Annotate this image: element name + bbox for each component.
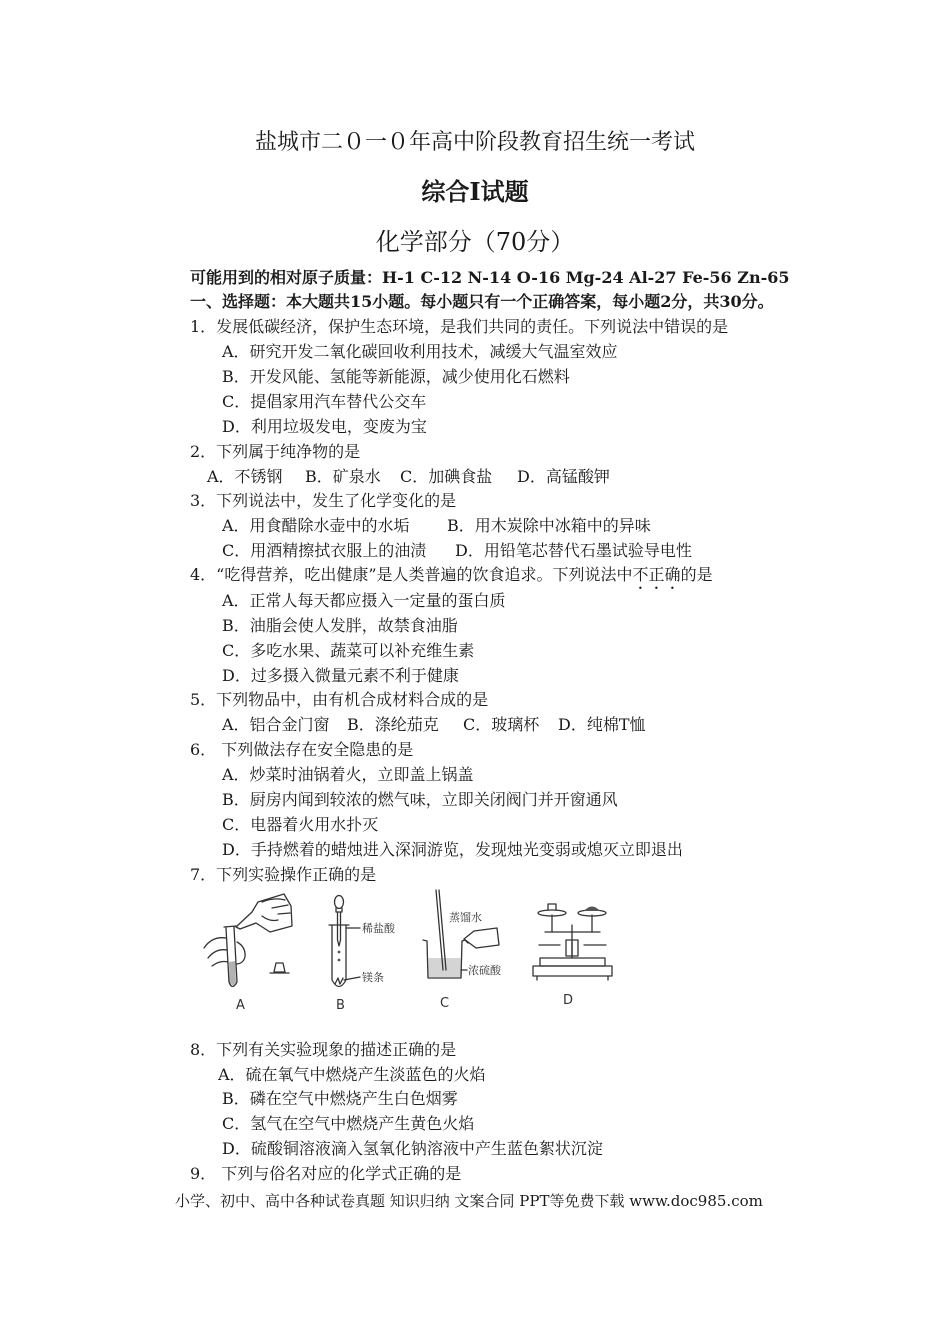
question-1-option-c: C．提倡家用汽车替代公交车 bbox=[222, 392, 427, 411]
figure-letter-b: B bbox=[336, 998, 345, 1013]
question-6-option-a: A．炒菜时油锅着火，立即盖上锅盖 bbox=[222, 765, 474, 784]
atomic-masses: 可能用到的相对原子质量：H-1 C-12 N-14 O-16 Mg-24 Al-27 Fe-56 Zn-65 bbox=[190, 268, 790, 287]
exam-subtitle: 综合Ⅰ试题 bbox=[421, 177, 529, 206]
question-6-stem: 6． 下列做法存在安全隐患的是 bbox=[190, 740, 414, 759]
question-4-option-a: A．正常人每天都应摄入一定量的蛋白质 bbox=[222, 591, 506, 610]
question-5-option-c: C．玻璃杯 bbox=[463, 715, 540, 734]
question-2-option-a: A．不锈钢 bbox=[207, 467, 283, 486]
question-1-option-a: A．研究开发二氧化碳回收利用技术，减缓大气温室效应 bbox=[222, 342, 618, 361]
exam-title: 盐城市二０一０年高中阶段教育招生统一考试 bbox=[254, 130, 695, 155]
question-3-option-b: B．用木炭除中冰箱中的异味 bbox=[447, 516, 651, 535]
question-4-option-d: D．过多摄入微量元素不利于健康 bbox=[222, 666, 459, 685]
question-4-stem-before: 4．“吃得营养，吃出健康”是人类普遍的饮食追求。下列说法中 bbox=[190, 565, 633, 584]
question-4-stem-emphasis: 不正确 bbox=[632, 565, 681, 584]
figure-d-balance bbox=[533, 904, 612, 980]
question-5-option-b: B．涤纶茄克 bbox=[347, 715, 439, 734]
figure-letter-a: A bbox=[236, 998, 245, 1013]
label-dilute-hydrochloric-acid: 稀盐酸 bbox=[362, 922, 395, 935]
question-1-option-b: B．开发风能、氢能等新能源，减少使用化石燃料 bbox=[222, 367, 570, 386]
question-4-option-b: B．油脂会使人发胖，故禁食油脂 bbox=[222, 616, 458, 635]
question-8-option-d: D．硫酸铜溶液滴入氢氧化钠溶液中产生蓝色絮状沉淀 bbox=[222, 1139, 603, 1158]
question-2-stem: 2．下列属于纯净物的是 bbox=[190, 442, 361, 461]
question-2-option-c: C．加碘食盐 bbox=[400, 467, 493, 486]
section-title: 化学部分（70分） bbox=[375, 228, 575, 256]
part-one-heading: 一、选择题：本大题共15小题。每小题只有一个正确答案，每小题2分，共30分。 bbox=[190, 292, 774, 311]
figure-letter-d: D bbox=[563, 993, 574, 1008]
question-6-option-c: C．电器着火用水扑灭 bbox=[222, 815, 379, 834]
question-6-option-b: B．厨房内闻到较浓的燃气味，立即关闭阀门并开窗通风 bbox=[222, 790, 618, 809]
question-4-stem-after: 的是 bbox=[680, 565, 713, 584]
question-3-option-a: A．用食醋除水壶中的水垢 bbox=[222, 516, 410, 535]
page-footer: 小学、初中、高中各种试卷真题 知识归纳 文案合同 PPT等免费下载 www.doc985.com bbox=[175, 1192, 763, 1210]
label-magnesium-ribbon: 镁条 bbox=[362, 971, 384, 984]
question-8-stem: 8．下列有关实验现象的描述正确的是 bbox=[190, 1040, 457, 1059]
question-7-stem: 7．下列实验操作正确的是 bbox=[190, 865, 377, 884]
question-3-stem: 3．下列说法中，发生了化学变化的是 bbox=[190, 491, 457, 510]
question-4-stem bbox=[190, 565, 713, 585]
question-3-option-c: C．用酒精擦拭衣服上的油渍 bbox=[222, 541, 427, 560]
label-distilled-water: 蒸馏水 bbox=[449, 911, 482, 924]
question-8-option-b: B．磷在空气中燃烧产生白色烟雾 bbox=[222, 1089, 458, 1108]
figure-b-dropper-test-tube bbox=[329, 896, 360, 987]
question-3-option-d: D．用铅笔芯替代石墨试验导电性 bbox=[455, 541, 692, 560]
question-7-figure bbox=[195, 880, 625, 1015]
question-2-option-d: D．高锰酸钾 bbox=[517, 467, 610, 486]
figure-a-pouring-liquid bbox=[204, 894, 292, 987]
question-2-option-b: B．矿泉水 bbox=[305, 467, 381, 486]
question-1-stem: 1．发展低碳经济，保护生态环境，是我们共同的责任。下列说法中错误的是 bbox=[190, 317, 729, 336]
question-8-option-c: C．氢气在空气中燃烧产生黄色火焰 bbox=[222, 1114, 475, 1133]
question-5-option-a: A．铝合金门窗 bbox=[222, 715, 330, 734]
question-1-option-d: D．利用垃圾发电，变废为宝 bbox=[222, 417, 427, 436]
question-4-option-c: C．多吃水果、蔬菜可以补充维生素 bbox=[222, 641, 475, 660]
label-concentrated-sulfuric-acid: 浓硫酸 bbox=[468, 964, 501, 977]
question-5-option-d: D．纯棉T恤 bbox=[558, 715, 646, 734]
question-8-option-a: A．硫在氧气中燃烧产生淡蓝色的火焰 bbox=[218, 1065, 486, 1084]
question-6-option-d: D．手持燃着的蜡烛进入深洞游览，发现烛光变弱或熄灭立即退出 bbox=[222, 840, 683, 859]
question-5-stem: 5．下列物品中，由有机合成材料合成的是 bbox=[190, 690, 489, 709]
question-9-stem: 9． 下列与俗名对应的化学式正确的是 bbox=[190, 1164, 462, 1183]
figure-letter-c: C bbox=[440, 996, 450, 1011]
